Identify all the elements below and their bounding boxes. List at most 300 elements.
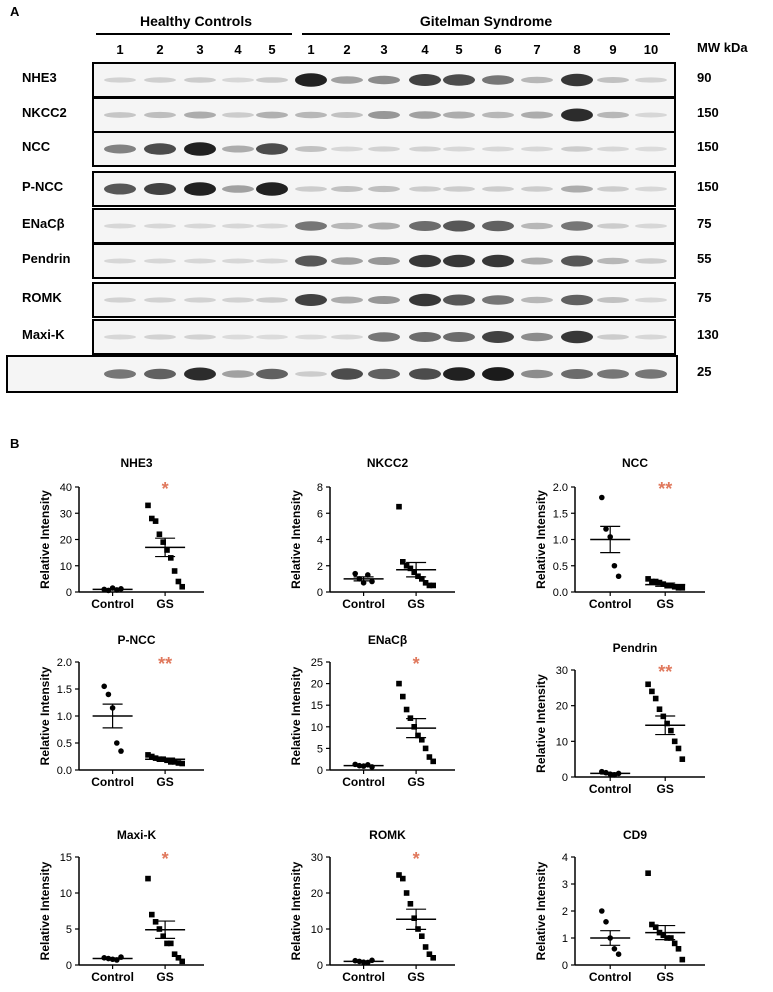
gs-point	[168, 941, 174, 947]
blot-band	[368, 257, 400, 265]
blot-mw: 150	[697, 139, 719, 154]
blot-mw: 75	[697, 216, 712, 231]
blot-band	[482, 295, 514, 305]
gs-point	[164, 757, 170, 763]
lane-number: 9	[609, 42, 617, 57]
blot-band	[144, 183, 176, 195]
blot-band	[443, 255, 475, 268]
blot-band	[597, 258, 629, 265]
blot-band	[104, 369, 136, 379]
y-tick-label: 0	[65, 960, 72, 972]
blot-band	[597, 223, 629, 229]
gs-point	[179, 761, 185, 767]
y-tick-label: 30	[310, 852, 323, 864]
blot-band	[331, 76, 363, 84]
significance-marker: **	[658, 662, 673, 682]
y-tick-label: 15	[310, 700, 323, 713]
blot-band	[104, 224, 136, 229]
blot-mw: 130	[697, 327, 719, 342]
blot-band	[222, 146, 254, 153]
gs-point	[179, 959, 185, 965]
y-axis-label: Relative Intensity	[38, 666, 52, 766]
control-point	[361, 959, 367, 965]
x-tick-label: GS	[656, 782, 674, 796]
gs-point	[668, 935, 674, 941]
y-tick-label: 1.5	[56, 684, 72, 696]
blot-band	[256, 259, 288, 264]
gs-point	[661, 933, 667, 939]
blot-band	[635, 147, 667, 152]
y-tick-label: 20	[310, 888, 323, 900]
blot-band	[561, 256, 593, 267]
blot-band	[331, 257, 363, 265]
blot-band	[482, 75, 514, 85]
blot-band	[222, 335, 254, 340]
blot-mw: 55	[697, 251, 712, 266]
chart-title: NHE3	[120, 456, 153, 470]
control-point	[357, 959, 363, 965]
blot-band	[635, 258, 667, 264]
y-axis-label: Relative Intensity	[534, 674, 548, 773]
control-point	[365, 960, 371, 966]
significance-marker: *	[412, 849, 420, 869]
y-axis-label: Relative Intensity	[289, 666, 303, 766]
gs-point	[649, 579, 655, 585]
significance-marker: *	[161, 849, 169, 869]
y-tick-label: 30	[59, 508, 72, 521]
blot-band	[184, 297, 216, 302]
control-point	[114, 587, 120, 593]
gs-point	[164, 547, 170, 553]
blot-band	[482, 367, 514, 381]
blot-band	[409, 186, 441, 192]
x-tick-label: Control	[588, 597, 632, 611]
blot-band	[368, 369, 400, 380]
gs-point	[396, 681, 402, 687]
control-point	[616, 771, 622, 777]
blot-band	[184, 77, 216, 83]
y-tick-label: 2.0	[56, 657, 72, 669]
gs-point	[645, 576, 651, 582]
blot-band	[222, 259, 254, 264]
control-point	[110, 956, 116, 962]
gs-point	[145, 503, 151, 509]
blot-band	[222, 78, 254, 83]
y-tick-label: 20	[310, 678, 323, 691]
blot-label: ROMK	[22, 290, 62, 305]
panel-b-letter: B	[10, 436, 20, 451]
gs-point	[404, 707, 410, 713]
blot-band	[104, 259, 136, 264]
gs-point	[160, 756, 166, 762]
control-point	[603, 770, 609, 776]
blot-band	[144, 224, 176, 229]
y-tick-label: 5	[316, 743, 323, 756]
gs-point	[680, 957, 686, 963]
lane-number: 5	[455, 42, 463, 57]
blot-band	[635, 113, 667, 118]
blot-band	[104, 77, 136, 82]
x-tick-label: Control	[588, 782, 632, 796]
chart-title: NKCC2	[366, 456, 409, 470]
gs-point	[176, 955, 182, 961]
control-point	[101, 955, 107, 961]
blot-band	[482, 112, 514, 119]
blot-label: P-NCC	[22, 179, 64, 194]
blot-band	[409, 332, 441, 342]
blot-band	[521, 147, 553, 152]
blot-band	[635, 187, 667, 192]
gs-point	[411, 915, 417, 921]
blot-band	[409, 368, 441, 380]
y-tick-label: 1	[561, 933, 568, 945]
control-point	[361, 763, 367, 769]
y-tick-label: 10	[555, 736, 568, 749]
control-point	[599, 495, 605, 501]
chart-title: NCC	[622, 456, 648, 470]
gs-point	[664, 583, 670, 589]
blot-band	[521, 297, 553, 304]
control-point	[110, 585, 116, 591]
gs-point	[680, 756, 686, 762]
control-point	[365, 572, 371, 578]
x-tick-label: Control	[588, 970, 632, 984]
blot-band	[184, 224, 216, 229]
y-tick-label: 10	[310, 721, 323, 734]
blot-band	[409, 111, 441, 119]
y-tick-label: 0.5	[552, 560, 568, 573]
gs-point	[400, 876, 406, 882]
control-point	[361, 580, 367, 586]
blot-band	[104, 112, 136, 118]
blot-band	[521, 258, 553, 265]
gs-point	[661, 714, 667, 720]
gs-point	[153, 518, 159, 524]
gs-point	[168, 555, 174, 561]
gs-point	[664, 721, 670, 727]
blot-band	[409, 146, 441, 151]
blot-band	[521, 112, 553, 119]
blot-band	[597, 186, 629, 192]
gs-point	[672, 941, 678, 947]
gs-point	[179, 584, 185, 590]
control-point	[114, 957, 120, 963]
gs-point	[668, 728, 674, 734]
blot-band	[256, 182, 288, 196]
blot-band	[184, 182, 216, 196]
blot-mw: 150	[697, 179, 719, 194]
blot-image	[92, 282, 676, 318]
blot-band	[597, 147, 629, 152]
chart-title: Maxi-K	[116, 828, 157, 842]
blot-band	[443, 295, 475, 306]
blot-image	[92, 319, 676, 355]
gs-point	[164, 941, 170, 947]
blot-label: NKCC2	[22, 105, 67, 120]
gs-point	[676, 746, 682, 752]
gs-point	[427, 583, 433, 589]
blot-band	[104, 145, 136, 154]
control-point	[616, 573, 622, 579]
gs-point	[676, 946, 682, 952]
blot-band	[635, 77, 667, 82]
control-point	[607, 534, 613, 540]
y-axis-label: Relative Intensity	[38, 861, 52, 961]
blot-band	[482, 221, 514, 232]
y-tick-label: 10	[59, 888, 72, 900]
blot-band	[482, 255, 514, 268]
blot-band	[295, 221, 327, 231]
control-point	[612, 772, 618, 778]
blot-band	[144, 334, 176, 339]
blot-band	[561, 146, 593, 152]
gs-point	[415, 926, 421, 932]
gs-point	[653, 579, 659, 585]
x-tick-label: GS	[407, 970, 425, 984]
gs-point	[415, 733, 421, 739]
blot-band	[144, 297, 176, 302]
blot-band	[368, 223, 400, 230]
blot-band	[331, 335, 363, 340]
control-point	[603, 526, 609, 532]
y-tick-label: 4	[316, 534, 323, 547]
gs-point	[157, 926, 163, 932]
blot-band	[222, 297, 254, 302]
blot-band	[184, 112, 216, 119]
gs-point	[664, 935, 670, 941]
blot-band	[521, 333, 553, 342]
y-tick-label: 0.5	[56, 738, 72, 750]
gs-point	[396, 872, 402, 878]
gs-point	[419, 933, 425, 939]
gs-point	[408, 715, 414, 721]
blot-mw: 90	[697, 70, 712, 85]
blot-label: ENaCβ	[22, 216, 65, 231]
control-point	[352, 762, 358, 768]
y-tick-label: 40	[59, 482, 72, 494]
gs-point	[396, 504, 402, 510]
y-tick-label: 0	[65, 587, 72, 599]
blot-band	[144, 259, 176, 264]
blot-band	[295, 112, 327, 119]
lane-number: 4	[421, 42, 429, 57]
blot-band	[635, 224, 667, 229]
y-tick-label: 1.5	[552, 508, 568, 521]
y-tick-label: 0.0	[552, 587, 568, 599]
y-tick-label: 2	[561, 906, 568, 918]
x-tick-label: Control	[342, 775, 385, 789]
blot-band	[295, 294, 327, 306]
gs-point	[153, 755, 159, 761]
blot-band	[597, 334, 629, 340]
blot-image	[92, 208, 676, 244]
blot-band	[368, 332, 400, 342]
y-tick-label: 25	[310, 657, 323, 669]
x-tick-label: GS	[656, 597, 674, 611]
chart-title: ENaCβ	[367, 633, 408, 647]
blot-band	[222, 224, 254, 229]
x-tick-label: GS	[156, 970, 174, 984]
lane-number: 7	[533, 42, 541, 57]
blot-band	[597, 112, 629, 119]
gs-point	[427, 951, 433, 957]
blot-band	[256, 369, 288, 380]
gs-point	[149, 754, 155, 760]
gs-point	[411, 570, 417, 576]
y-tick-label: 20	[59, 534, 72, 547]
gs-point	[430, 955, 436, 961]
blot-label: NCC	[22, 139, 51, 154]
blot-band	[443, 147, 475, 152]
gs-point	[423, 580, 429, 586]
y-tick-label: 15	[59, 852, 72, 864]
blot-band	[331, 297, 363, 304]
control-point	[114, 740, 120, 746]
blot-band	[561, 186, 593, 193]
control-point	[357, 576, 363, 582]
blot-band	[521, 370, 553, 379]
y-tick-label: 10	[59, 560, 72, 573]
gs-point	[423, 746, 429, 752]
gs-point	[653, 696, 659, 702]
blot-band	[561, 369, 593, 379]
y-tick-label: 6	[316, 508, 323, 521]
gs-point	[168, 759, 174, 765]
x-tick-label: Control	[91, 970, 134, 984]
blot-band	[368, 76, 400, 85]
gs-point	[400, 694, 406, 700]
blot-band	[409, 74, 441, 86]
control-point	[607, 935, 613, 941]
control-point	[118, 586, 124, 592]
lane-number: 3	[380, 42, 388, 57]
y-tick-label: 0	[316, 765, 323, 777]
y-axis-label: Relative Intensity	[534, 861, 548, 961]
control-point	[607, 771, 613, 777]
control-point	[101, 684, 107, 690]
blot-band	[597, 369, 629, 379]
blot-band	[482, 147, 514, 152]
gs-point	[160, 933, 166, 939]
x-tick-label: GS	[156, 597, 174, 611]
y-tick-label: 4	[561, 852, 568, 864]
y-tick-label: 1.0	[552, 534, 568, 547]
gs-point	[408, 901, 414, 907]
blot-band	[256, 112, 288, 119]
group-label-healthy: Healthy Controls	[139, 13, 252, 29]
blot-band	[561, 295, 593, 306]
blot-band	[184, 142, 216, 156]
blot-band	[521, 186, 553, 192]
y-tick-label: 0	[316, 960, 323, 972]
y-axis-label: Relative Intensity	[534, 490, 548, 589]
gs-point	[423, 944, 429, 950]
group-line-gitelman	[302, 33, 670, 35]
significance-marker: *	[161, 479, 169, 499]
blot-label: Maxi-K	[22, 327, 65, 342]
control-point	[369, 764, 375, 770]
gs-point	[411, 724, 417, 730]
blot-band	[561, 221, 593, 231]
y-tick-label: 0.0	[56, 765, 72, 777]
gs-point	[172, 951, 178, 957]
blot-band	[635, 298, 667, 303]
y-axis-label: Relative Intensity	[289, 490, 303, 589]
x-tick-label: Control	[91, 597, 134, 611]
gs-point	[672, 584, 678, 590]
blot-band	[331, 147, 363, 152]
gs-point	[672, 739, 678, 745]
y-tick-label: 0	[561, 772, 568, 784]
blot-band	[222, 185, 254, 193]
lane-number: 1	[307, 42, 315, 57]
blot-band	[368, 146, 400, 151]
x-tick-label: Control	[91, 775, 134, 789]
gs-point	[404, 890, 410, 896]
significance-marker: *	[412, 654, 420, 674]
blot-band	[295, 256, 327, 267]
mw-header: MW kDa	[697, 40, 748, 55]
y-tick-label: 8	[316, 482, 323, 494]
blot-band	[368, 296, 400, 304]
blot-label: NHE3	[22, 70, 57, 85]
blot-mw: 25	[697, 364, 712, 379]
group-label-gitelman: Gitelman Syndrome	[419, 13, 553, 29]
lane-number: 10	[643, 42, 659, 57]
significance-marker: **	[658, 479, 673, 499]
gs-point	[645, 681, 651, 687]
gs-point	[680, 585, 686, 591]
control-point	[599, 908, 605, 914]
control-point	[365, 762, 371, 768]
chart-title: Pendrin	[612, 641, 658, 655]
blot-band	[635, 369, 667, 379]
lane-number: 3	[196, 42, 204, 57]
blot-band	[331, 223, 363, 230]
gs-point	[408, 566, 414, 572]
control-point	[599, 769, 605, 775]
gs-point	[661, 581, 667, 587]
blot-band	[482, 186, 514, 192]
blot-image	[92, 243, 676, 279]
gs-point	[645, 870, 651, 876]
blot-band	[409, 221, 441, 231]
control-point	[106, 692, 112, 698]
gs-point	[145, 876, 151, 882]
lane-number: 5	[268, 42, 276, 57]
blot-band	[295, 73, 327, 87]
control-point	[369, 579, 375, 585]
blot-image	[92, 97, 676, 133]
blot-band	[104, 335, 136, 340]
blot-band	[256, 77, 288, 83]
chart-title: ROMK	[369, 828, 406, 842]
chart-title: CD9	[622, 828, 648, 842]
control-point	[352, 958, 358, 964]
blot-band	[368, 186, 400, 192]
blot-band	[295, 186, 327, 192]
blot-band	[295, 335, 327, 340]
blot-image	[6, 355, 678, 393]
chart-title: P-NCC	[117, 633, 156, 647]
blot-mw: 150	[697, 105, 719, 120]
control-point	[612, 563, 618, 569]
blot-band	[443, 367, 475, 381]
blot-band	[256, 143, 288, 155]
gs-point	[649, 689, 655, 695]
blot-band	[144, 77, 176, 82]
y-tick-label: 10	[310, 924, 323, 936]
